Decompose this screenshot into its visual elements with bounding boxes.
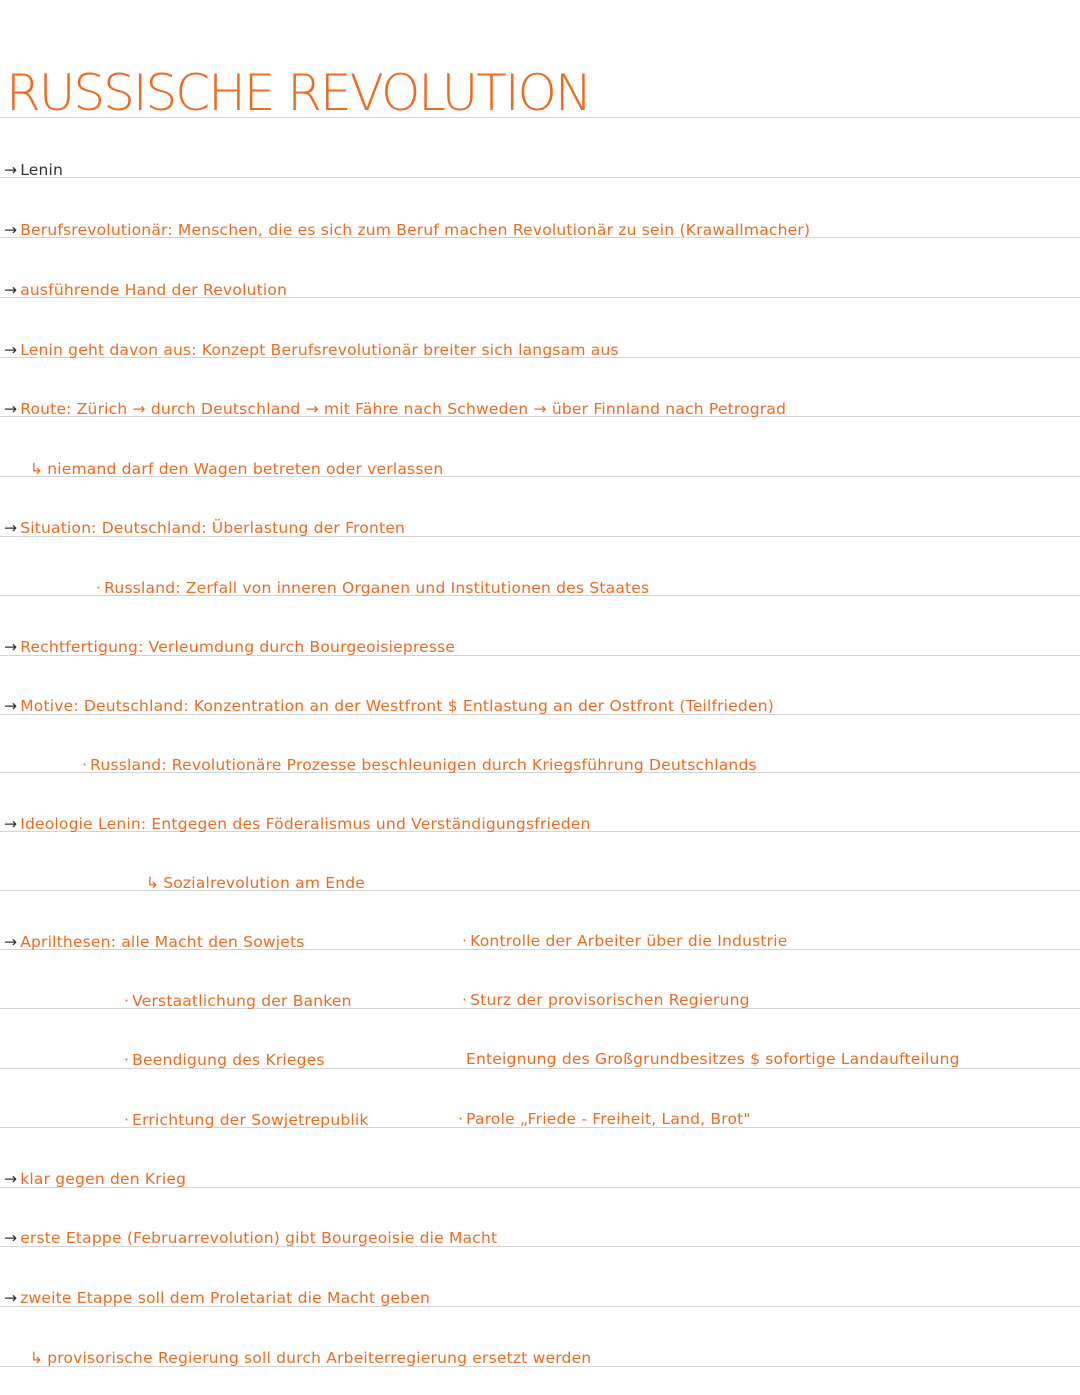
- page-title: RUSSISCHE REVOLUTION: [6, 64, 591, 122]
- note-provisorische: [30, 1348, 591, 1368]
- arrow-right-icon: →: [4, 815, 18, 833]
- hook-arrow-icon: ↳: [30, 460, 44, 478]
- note-situation: [4, 518, 405, 538]
- note-text: Berufsrevolutionär: Menschen, die es sich zum Beruf machen Revolutionär zu sein (Krawallmacher): [20, 221, 811, 239]
- arrow-right-icon: →: [4, 221, 18, 239]
- ruled-line: [0, 177, 1080, 178]
- note-verstaatlichung: [124, 991, 352, 1011]
- note-text: ausführende Hand der Revolution: [20, 281, 288, 299]
- arrow-right-icon: →: [4, 638, 18, 656]
- note-text: Beendigung des Krieges: [132, 1051, 325, 1069]
- note-motive: [4, 696, 774, 716]
- note-text: Lenin geht davon aus: Konzept Berufsrevolutionär breiter sich langsam aus: [20, 341, 619, 359]
- note-text: Enteignung des Großgrundbesitzes $ sofortige Landaufteilung: [466, 1050, 960, 1068]
- note-text: Situation: Deutschland: Überlastung der Fronten: [20, 519, 406, 537]
- note-ideologie: [4, 814, 591, 834]
- note-beendigung: [124, 1050, 325, 1070]
- note-text: Route: Zürich → durch Deutschland → mit Fähre nach Schweden → über Finnland nach Petrograd: [20, 400, 787, 418]
- bullet-dot-icon: ·: [124, 992, 130, 1010]
- note-aprilthesen: [4, 932, 305, 952]
- bullet-dot-icon: ·: [96, 579, 102, 597]
- note-text: Motive: Deutschland: Konzentration an der Westfront $ Entlastung an der Ostfront (Teilfrieden): [20, 697, 774, 715]
- arrow-right-icon: →: [4, 519, 18, 537]
- note-text: Russland: Zerfall von inneren Organen und Institutionen des Staates: [104, 579, 650, 597]
- arrow-right-icon: →: [4, 400, 18, 418]
- note-klar: [4, 1169, 186, 1189]
- note-rechtfertigung: [4, 637, 455, 657]
- note-lenin: [4, 160, 63, 180]
- note-russland-motive: [82, 755, 757, 775]
- note-text: Verstaatlichung der Banken: [132, 992, 352, 1010]
- hook-arrow-icon: ↳: [30, 1349, 44, 1367]
- note-errichtung: [124, 1110, 369, 1130]
- arrow-right-icon: →: [4, 281, 18, 299]
- note-text: Ideologie Lenin: Entgegen des Föderalismus und Verständigungsfrieden: [20, 815, 591, 833]
- note-text: Rechtfertigung: Verleumdung durch Bourgeoisiepresse: [20, 638, 456, 656]
- note-route: [4, 399, 786, 419]
- bullet-dot-icon: ·: [124, 1051, 130, 1069]
- note-kontrolle: [462, 931, 788, 951]
- bullet-dot-icon: ·: [124, 1111, 130, 1129]
- note-text: Russland: Revolutionäre Prozesse beschleunigen durch Kriegsführung Deutschlands: [90, 756, 757, 774]
- arrow-right-icon: →: [4, 1170, 18, 1188]
- bullet-dot-icon: ·: [458, 1110, 464, 1128]
- arrow-right-icon: →: [4, 1289, 18, 1307]
- note-ausfuehrende-hand: [4, 280, 287, 300]
- note-text: Lenin: [20, 161, 64, 179]
- note-zweite-etappe: [4, 1288, 430, 1308]
- hook-arrow-icon: ↳: [146, 874, 160, 892]
- note-text: Sturz der provisorischen Regierung: [470, 991, 750, 1009]
- note-erste-etappe: [4, 1228, 497, 1248]
- note-konzept: [4, 340, 619, 360]
- note-berufsrevolutionaer: [4, 220, 810, 240]
- arrow-right-icon: →: [4, 341, 18, 359]
- note-parole: [458, 1109, 751, 1129]
- note-niemand: [30, 459, 443, 479]
- bullet-dot-icon: ·: [82, 756, 88, 774]
- bullet-dot-icon: ·: [462, 991, 468, 1009]
- note-text: niemand darf den Wagen betreten oder verlassen: [47, 460, 444, 478]
- note-text: zweite Etappe soll dem Proletariat die Macht geben: [20, 1289, 430, 1307]
- note-text: Aprilthesen: alle Macht den Sowjets: [20, 933, 305, 951]
- note-text: Kontrolle der Arbeiter über die Industrie: [470, 932, 788, 950]
- note-text: Sozialrevolution am Ende: [163, 874, 366, 892]
- arrow-right-icon: →: [4, 1229, 18, 1247]
- arrow-right-icon: →: [4, 161, 18, 179]
- note-enteignung: [466, 1049, 960, 1069]
- bullet-dot-icon: ·: [462, 932, 468, 950]
- note-russland-situation: [96, 578, 649, 598]
- note-sozialrevolution: [146, 873, 365, 893]
- arrow-right-icon: →: [4, 697, 18, 715]
- arrow-right-icon: →: [4, 933, 18, 951]
- note-text: klar gegen den Krieg: [20, 1170, 187, 1188]
- note-text: Errichtung der Sowjetrepublik: [132, 1111, 369, 1129]
- note-sturz: [462, 990, 750, 1010]
- note-text: erste Etappe (Februarrevolution) gibt Bourgeoisie die Macht: [20, 1229, 498, 1247]
- note-text: provisorische Regierung soll durch Arbeiterregierung ersetzt werden: [47, 1349, 592, 1367]
- note-text: Parole „Friede - Freiheit, Land, Brot": [466, 1110, 751, 1128]
